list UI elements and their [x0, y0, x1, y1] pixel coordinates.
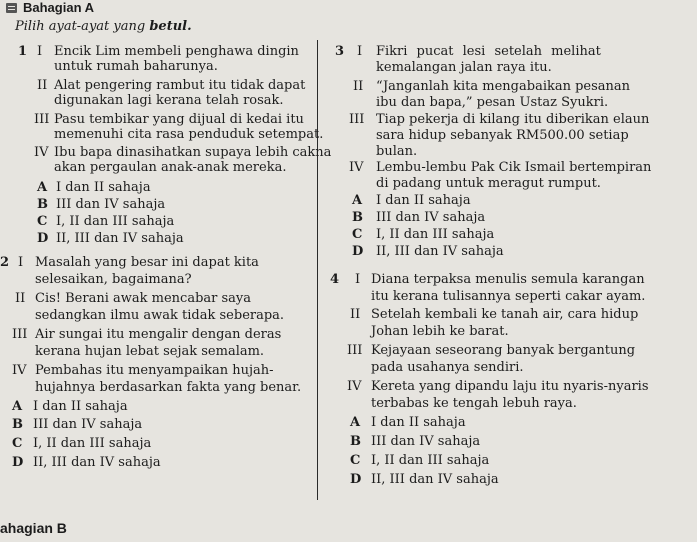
- document-icon: [6, 3, 17, 13]
- statement-roman: III: [34, 112, 50, 127]
- option-text: II, III dan IV sahaja: [33, 455, 161, 470]
- question-number: 4: [330, 272, 340, 287]
- option-text: III dan IV sahaja: [371, 434, 481, 449]
- statement-line: Tiap pekerja di kilang itu diberikan elaun: [376, 112, 650, 127]
- statement-line: Air sungai itu mengalir dengan deras: [35, 327, 282, 342]
- statement-line: Pasu tembikar yang dijual di kedai itu: [54, 112, 304, 127]
- option-text: I dan II sahaja: [376, 193, 471, 208]
- statement-line: akan pergaulan anak-anak mereka.: [54, 160, 287, 175]
- statement-line: Pembahas itu menyampaikan hujah-: [35, 363, 274, 378]
- question-number: 2: [0, 255, 10, 270]
- option-text: III dan IV sahaja: [56, 197, 166, 212]
- statement-line: Johan lebih ke barat.: [371, 324, 509, 339]
- instruction: [15, 19, 192, 34]
- statement-line: sara hidup sebanyak RM500.00 setiap: [376, 128, 629, 143]
- statement-roman: IV: [349, 160, 364, 175]
- option-letter: B: [37, 197, 48, 212]
- option-text: I, II dan III sahaja: [371, 453, 490, 468]
- statement-line: Lembu-lembu Pak Cik Ismail bertempiran: [376, 160, 652, 175]
- statement-roman: II: [15, 291, 26, 306]
- option-text: II, III dan IV sahaja: [56, 231, 184, 246]
- statement-line: Alat pengering rambut itu tidak dapat: [54, 78, 306, 93]
- option-text: III dan IV sahaja: [33, 417, 143, 432]
- option-text: III dan IV sahaja: [376, 210, 486, 225]
- statement-line: Diana terpaksa menulis semula karangan: [371, 272, 645, 287]
- statement-line: “Janganlah kita mengabaikan pesanan: [376, 79, 631, 94]
- statement-roman: I: [18, 255, 24, 270]
- statement-line: Cis! Berani awak mencabar saya: [35, 291, 252, 306]
- next-section-title: ahagian B: [0, 520, 67, 536]
- option-text: I, II dan III sahaja: [33, 436, 152, 451]
- statement-roman: I: [355, 272, 361, 287]
- option-text: I, II dan III sahaja: [376, 227, 495, 242]
- option-letter: A: [12, 399, 23, 414]
- statement-line: digunakan lagi kerana telah rosak.: [54, 93, 284, 108]
- statement-line: terbabas ke tengah lebuh raya.: [371, 396, 577, 411]
- statement-line: Ibu bapa dinasihatkan supaya lebih cakna: [54, 145, 332, 160]
- statement-roman: IV: [34, 145, 49, 160]
- option-letter: D: [350, 472, 362, 487]
- statement-line: selesaikan, bagaimana?: [35, 272, 192, 287]
- option-text: I dan II sahaja: [33, 399, 128, 414]
- option-text: I dan II sahaja: [56, 180, 151, 195]
- statement-roman: I: [37, 44, 43, 59]
- option-letter: D: [37, 231, 49, 246]
- statement-roman: III: [349, 112, 365, 127]
- option-text: I dan II sahaja: [371, 415, 466, 430]
- statement-roman: III: [347, 343, 363, 358]
- option-text: II, III dan IV sahaja: [371, 472, 499, 487]
- column-divider: [317, 40, 318, 500]
- statement-line: kemalangan jalan raya itu.: [376, 60, 552, 75]
- statement-line: Masalah yang besar ini dapat kita: [35, 255, 259, 270]
- question-number: 3: [335, 44, 345, 59]
- statement-line: di padang untuk meragut rumput.: [376, 176, 601, 191]
- statement-line: hujahnya berdasarkan fakta yang benar.: [35, 380, 302, 395]
- option-letter: D: [352, 244, 364, 259]
- option-letter: C: [350, 453, 361, 468]
- statement-line: memenuhi cita rasa penduduk setempat.: [54, 127, 324, 142]
- option-letter: C: [37, 214, 48, 229]
- statement-roman: II: [353, 79, 364, 94]
- section-header: [6, 0, 94, 15]
- statement-line: untuk rumah baharunya.: [54, 59, 218, 74]
- statement-roman: IV: [12, 363, 27, 378]
- instruction-bold: betul.: [149, 19, 192, 34]
- statement-line: Fikri pucat lesi setelah melihat: [376, 44, 601, 59]
- option-letter: C: [12, 436, 23, 451]
- option-letter: A: [37, 180, 48, 195]
- statement-line: pada usahanya sendiri.: [371, 360, 524, 375]
- option-letter: B: [350, 434, 361, 449]
- option-letter: B: [12, 417, 23, 432]
- statement-line: sedangkan ilmu awak tidak seberapa.: [35, 308, 285, 323]
- section-title: Bahagian A: [23, 0, 95, 15]
- statement-line: Kereta yang dipandu laju itu nyaris-nyaris: [371, 379, 649, 394]
- option-letter: A: [352, 193, 363, 208]
- option-text: II, III dan IV sahaja: [376, 244, 504, 259]
- option-letter: D: [12, 455, 24, 470]
- question-number: 1: [18, 44, 28, 59]
- option-letter: A: [350, 415, 361, 430]
- statement-line: itu kerana tulisannya seperti cakar ayam.: [371, 289, 646, 304]
- statement-roman: III: [12, 327, 28, 342]
- statement-line: bulan.: [376, 144, 418, 159]
- statement-roman: II: [37, 78, 48, 93]
- statement-line: ibu dan bapa,” pesan Ustaz Syukri.: [376, 95, 609, 110]
- statement-roman: II: [350, 307, 361, 322]
- statement-line: Setelah kembali ke tanah air, cara hidup: [371, 307, 639, 322]
- option-letter: C: [352, 227, 363, 242]
- instruction-text: Pilih ayat-ayat yang: [15, 19, 146, 34]
- statement-line: kerana hujan lebat sejak semalam.: [35, 344, 265, 359]
- statement-line: Kejayaan seseorang banyak bergantung: [371, 343, 636, 358]
- option-text: I, II dan III sahaja: [56, 214, 175, 229]
- statement-line: Encik Lim membeli penghawa dingin: [54, 44, 299, 59]
- option-letter: B: [352, 210, 363, 225]
- statement-roman: I: [357, 44, 363, 59]
- statement-roman: IV: [347, 379, 362, 394]
